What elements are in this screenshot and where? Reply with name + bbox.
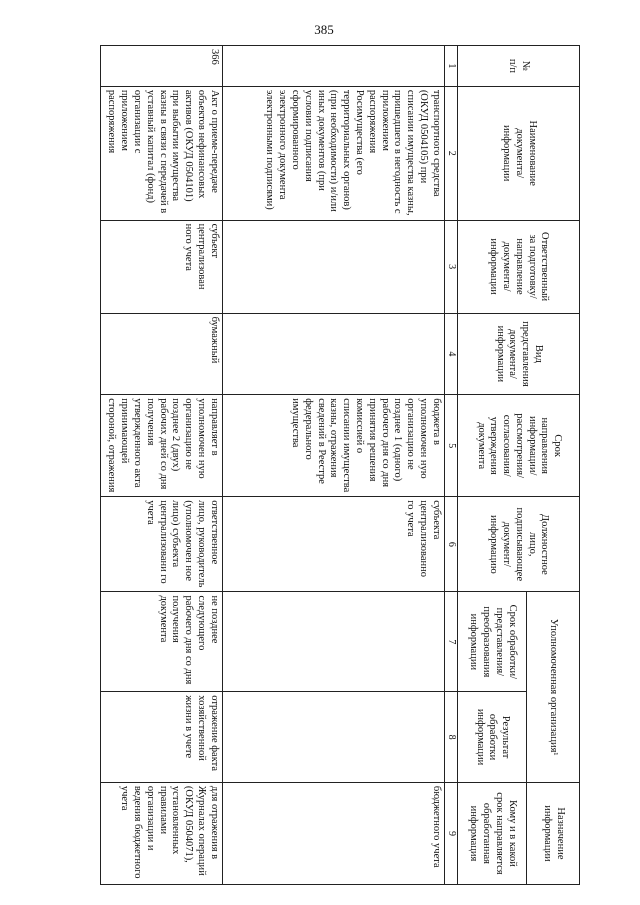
column-number: 1	[444, 46, 457, 87]
cell-responsible	[222, 220, 444, 313]
cell-num: 366	[101, 46, 223, 87]
header-processing-result: Результат обработки информации	[458, 692, 527, 783]
header-signer: Должностное лицо, подписывающее документ/ информацию	[458, 497, 580, 592]
cell-processing-term: не позднее следующего рабочего дня со дня получения документа	[101, 592, 223, 692]
cell-responsible: субъект централизован ного учета	[101, 220, 223, 313]
header-type: Вид представления документа/ информации	[458, 313, 580, 395]
column-number: 3	[444, 220, 457, 313]
document-table	[100, 45, 580, 885]
cell-deadline: бюджета в уполномочен ную организацию не позднее 1 (одного) рабочего дня со дня принятия решения комиссией о списании имущества казны, отражения сведений в Реестре федерального имущества	[222, 395, 444, 497]
column-number: 2	[444, 86, 457, 220]
cell-processing-result	[222, 692, 444, 783]
cell-num	[222, 46, 444, 87]
header-responsible: Ответственный за подготовку/ направление документа/ информации	[458, 220, 580, 313]
header-deadline: Срок направления информации/ рассмотрения/ согласования/ утверждения документа	[458, 395, 580, 497]
table-row	[101, 46, 223, 885]
header-purpose: Кому и в какой срок направляется обработанная информация	[458, 782, 527, 884]
column-number: 9	[444, 782, 457, 884]
cell-signer: ответственное лицо, руководитель (уполномочен ное лицо) субъекта централизовани го учета	[101, 497, 223, 592]
header-processing-term: Срок обработки/ представления/ преобразования информации	[458, 592, 527, 692]
cell-processing-result: отражение факта хозяйственной жизни в учете	[101, 692, 223, 783]
cell-signer: субъекта централизованно го учета	[222, 497, 444, 592]
cell-doc-name: Акт о приеме-передаче объектов нефинансовых активов (ОКУД 0504101) при выбытии имущества казны в связи с передачей в уставный капитал (фонд) организации с приложением распоряжения	[101, 86, 223, 220]
cell-type: бумажный	[101, 313, 223, 395]
cell-purpose: для отражения в Журналах операций (ОКУД 0504071), установленных правилами организации и ведения бюджетного учета	[101, 782, 223, 884]
header-authorized-org: Уполномоченная организация¹	[527, 592, 580, 782]
cell-purpose: бюджетного учета	[222, 782, 444, 884]
header-num: № п/п	[458, 46, 580, 87]
column-number: 4	[444, 313, 457, 395]
cell-doc-name: транспортного средства (ОКУД 0504105) при списании имущества казны, пришедшего в негодность с приложением распоряжения Росимущества (его территориальных органов) (при необходимости) и/или иных документов (при условии подписания сформированного электронного документа электронными подписями)	[222, 86, 444, 220]
cell-deadline: направляет в уполномочен ную организацию не позднее 2 (двух) рабочих дней со дня получения утвержденного акта принимающей стороной, отражения	[101, 395, 223, 497]
rotated-table-container	[100, 45, 580, 885]
header-purpose-group: Назначение информации	[527, 782, 580, 884]
column-number: 7	[444, 592, 457, 692]
cell-processing-term	[222, 592, 444, 692]
column-number-row	[444, 46, 457, 885]
cell-type	[222, 313, 444, 395]
column-number: 5	[444, 395, 457, 497]
column-number: 8	[444, 692, 457, 783]
table-row	[222, 46, 444, 885]
header-doc-name: Наименование документа/ информации	[458, 86, 580, 220]
page-number: 385	[314, 22, 334, 37]
column-number: 6	[444, 497, 457, 592]
